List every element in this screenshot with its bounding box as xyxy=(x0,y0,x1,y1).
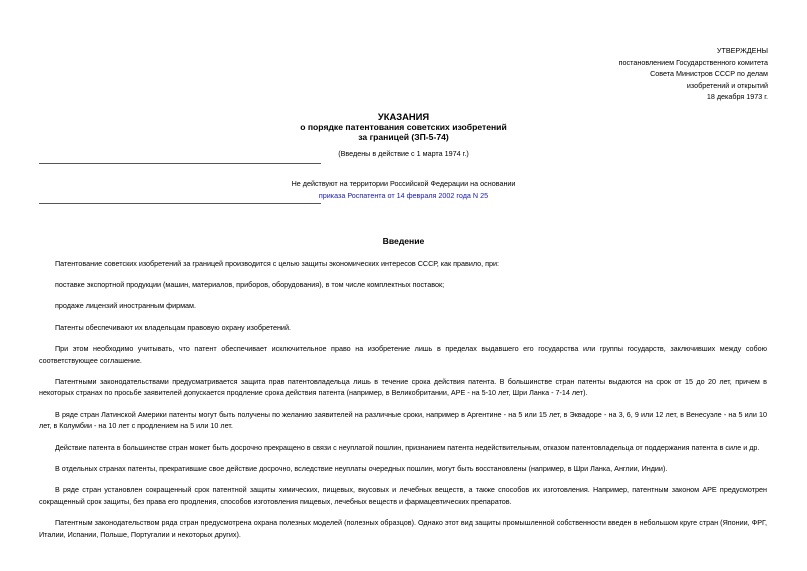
paragraph: При этом необходимо учитывать, что патент обеспечивает исключительное право на изобретение лишь в пределах выдавшего его государства или группы государств, заключивших между собою соответствующее соглашение. xyxy=(39,343,767,365)
approval-line: постановлением Государственного комитета xyxy=(618,57,768,67)
paragraph: Патентование советских изобретений за границей производится с целью защиты экономических интересов СССР, как правило, при: xyxy=(55,259,500,268)
notice-link[interactable]: приказа Роспатента от 14 февраля 2002 года N 25 xyxy=(318,191,489,200)
approval-line: Совета Министров СССР по делам xyxy=(650,69,768,78)
paragraph: Патенты обеспечивают их владельцам правовую охрану изобретений. xyxy=(55,322,291,332)
paragraph: В ряде стран установлен сокращенный срок патентной защиты химических, пищевых, вкусовых и лечебных веществ, а также способов их изготовления. Например, патентным законом АРЕ предусмотрен сокращенный срок защиты, без права его продления, способов изготовления пищевых, лечебных веществ и фармацевтических препаратов. xyxy=(39,484,767,506)
paragraph: Патентным законодательством ряда стран предусмотрена охрана полезных моделей (полезных образцов). Однако этот вид защиты промышленной собственности введен в небольшом круге стран (Японии, ФРГ, Италии, Испании, Польше, Португалии и некоторых других). xyxy=(39,517,767,539)
paragraph: продаже лицензий иностранным фирмам. xyxy=(55,301,196,311)
paragraph: В отдельных странах патенты, прекратившие свое действие досрочно, вследствие неуплаты очередных пошлин, могут быть восстановлены (например, в Шри Ланка, Англии, Индии). xyxy=(55,463,668,473)
approval-date: 18 декабря 1973 г. xyxy=(706,92,768,101)
effective-date: (Введены в действие с 1 марта 1974 г.) xyxy=(338,149,469,158)
paragraph: Действие патента в большинстве стран может быть досрочно прекращено в связи с неуплатой пошлин, признанием патента недействительным, отказом патентовладельца от поддержания патента в силе и др. xyxy=(55,442,760,452)
paragraph: В ряде стран Латинской Америки патенты могут быть получены по желанию заявителей на различные сроки, например в Аргентине - на 5 или 15 лет, в Эквадоре - на 3, 6, 9 или 12 лет, в Венесуэле - на 5 или 10 лет, в Колумбии - на 10 лет с продлением на 5 или 10 лет. xyxy=(39,409,767,431)
document-body xyxy=(39,258,767,550)
paragraph: Патентными законодательствами предусматривается защита прав патентовладельца лишь в течение срока действия патента. В большинстве стран патенты выдаются на срок от 15 до 20 лет, причем в некоторых странах по просьбе заявителей допускается продление срока действия патента (например, в Великобритании, АРЕ - на 5-10 лет, Шри Ланка - 7-14 лет). xyxy=(39,376,767,398)
title-heading: УКАЗАНИЯ xyxy=(377,111,430,122)
approval-line: изобретений и открытий xyxy=(686,80,768,90)
notice-block xyxy=(0,178,807,202)
approval-line: УТВЕРЖДЕНЫ xyxy=(716,46,768,55)
divider-line xyxy=(39,203,321,204)
title-code: за границей (ЗП-5-74) xyxy=(358,132,449,142)
divider-line xyxy=(39,163,321,164)
paragraph: поставке экспортной продукции (машин, материалов, приборов, оборудования), в том числе комплектных поставок; xyxy=(55,280,445,290)
title-subject: о порядке патентования советских изобретений xyxy=(300,122,507,132)
approval-block xyxy=(508,45,768,103)
section-title: Введение xyxy=(382,236,425,246)
document-title xyxy=(0,111,807,142)
notice-text: Не действуют на территории Российской Федерации на основании xyxy=(291,179,516,188)
